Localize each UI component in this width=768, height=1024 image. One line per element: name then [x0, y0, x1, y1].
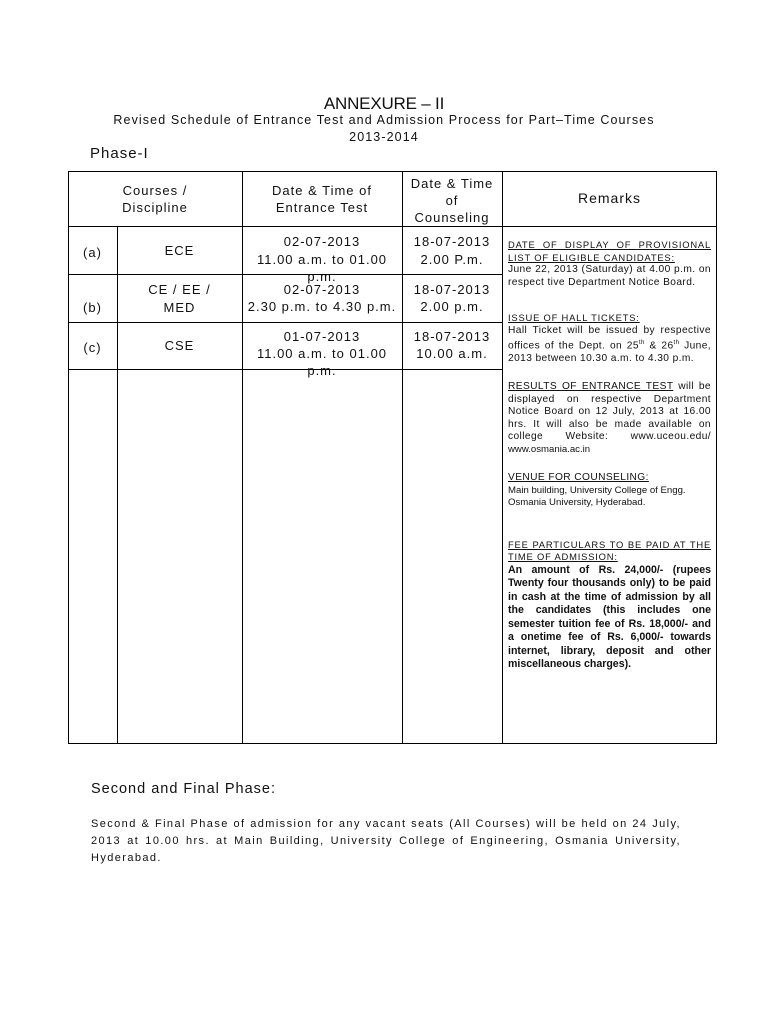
header-counsel — [402, 175, 502, 226]
table-border-right — [716, 171, 717, 744]
row-c-counsel-time: 10.00 a.m. — [416, 346, 488, 361]
academic-year: 2013-2014 — [349, 130, 419, 144]
phase2-heading: Second and Final Phase: — [91, 781, 277, 797]
hall-text-a: Hall Ticket will be issued by respective offices of the Dept. on 25 — [508, 324, 711, 352]
display-text: June 22, 2013 (Saturday) at 4.00 p.m. on respect tive Department Notice Board. — [508, 264, 711, 288]
row-c-test-date: 01-07-2013 — [283, 329, 361, 344]
header-courses-line: Courses / Discipline — [122, 183, 188, 215]
results-body: will be displayed on respective Department Notice Board on 12 July, 2013 at 16.00 hrs. It will also be made available on college Website: — [508, 381, 711, 443]
hall-ticket-text — [508, 325, 711, 366]
phase1-heading: Phase-I — [90, 145, 149, 162]
phase2-text: Second & Final Phase of admission for any vacant seats (All Courses) will be held on 24 July, 2013 at 10.00 hrs. at Main Building, University College of Engineering, Osmania University, Hyderabad. — [91, 818, 681, 864]
page-subtitle: Revised Schedule of Entrance Test and Admission Process for Part–Time Courses — [113, 113, 655, 127]
row-a-course: ECE — [164, 243, 195, 258]
row-b-test-time: 2.30 p.m. to 4.30 p.m. — [247, 299, 397, 314]
header-courses — [68, 182, 242, 216]
header-test-line: Date & Time of Entrance Test — [272, 183, 372, 215]
row-b-code: (b) — [83, 300, 102, 315]
row-a-test-date: 02-07-2013 — [283, 234, 361, 249]
schedule-table — [68, 171, 717, 744]
venue-text: Main building, University College of Engg. Osmania University, Hyderabad. — [508, 484, 686, 509]
row-b-course-line2: MED — [163, 300, 196, 315]
results-site-2: www.osmania.ac.in — [508, 443, 591, 455]
row-c-counsel-date: 18-07-2013 — [413, 329, 491, 344]
header-test — [242, 182, 402, 216]
header-remarks: Remarks — [577, 190, 641, 206]
hall-ticket-heading: ISSUE OF HALL TICKETS: — [508, 312, 640, 323]
header-divider — [68, 226, 717, 227]
hall-text-c: June, 2013 between 10.30 a.m. to 4.30 p.m. — [508, 340, 712, 364]
hall-sup-1: th — [638, 340, 645, 346]
row-c-test-time: 11.00 a.m. to 01.00 p.m. — [256, 346, 388, 378]
row-a-test-time: 11.00 a.m. to 01.00 p.m. — [256, 252, 388, 284]
results-site-1: www.uceou.edu/ — [630, 431, 711, 443]
row-c-code: (c) — [83, 340, 102, 355]
row-c-course: CSE — [164, 338, 195, 353]
table-border-top — [68, 171, 717, 172]
header-counsel-line: Date & Time of Counseling — [410, 176, 494, 225]
col-divider-counsel — [502, 171, 503, 744]
row-b-course-line1: CE / EE / — [148, 282, 211, 297]
hall-sup-2: th — [673, 340, 680, 346]
row-a-counsel-time: 2.00 P.m. — [420, 252, 484, 267]
row-b-test-date: 02-07-2013 — [283, 282, 361, 297]
row-b-counsel-date: 18-07-2013 — [413, 282, 491, 297]
row-a-code: (a) — [83, 245, 102, 260]
page-title: ANNEXURE – II — [323, 94, 445, 113]
display-heading: DATE OF DISPLAY OF PROVISIONAL LIST OF ELIGIBLE CANDIDATES: — [508, 239, 711, 263]
remarks-content — [508, 239, 711, 672]
row-divider-2 — [68, 322, 503, 323]
fee-heading: FEE PARTICULARS TO BE PAID AT THE TIME OF ADMISSION: — [508, 538, 711, 563]
hall-text-b: & 26 — [644, 340, 674, 352]
row-a-counsel-date: 18-07-2013 — [413, 234, 491, 249]
table-border-bottom — [68, 743, 717, 744]
results-text — [508, 381, 711, 456]
venue-heading: VENUE FOR COUNSELING: — [508, 472, 649, 484]
row-b-counsel-time: 2.00 p.m. — [420, 299, 484, 314]
fee-text: An amount of Rs. 24,000/- (rupees Twenty four thousands only) to be paid in cash at the time of admission by all the candidates (this includes one semester tuition fee of Rs. 18,000/- and a onetime fee of Rs. 6,000/- towards internet, library, deposit and other miscellaneous charges). — [508, 563, 711, 671]
results-heading: RESULTS OF ENTRANCE TEST — [508, 381, 674, 393]
